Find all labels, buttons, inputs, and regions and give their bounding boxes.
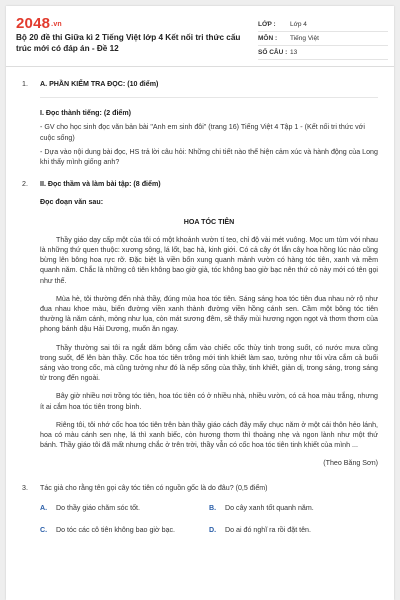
- story-paragraph: Bây giờ nhiều nơi trồng tóc tiên, hoa tóc tiên có ở nhiều nhà, nhiều vườn, có cả hoa màu trắng, nhưng ít ai cắm hoa tóc tiên trong bình.: [40, 392, 378, 411]
- option-text: Do cây xanh tốt quanh năm.: [225, 503, 314, 512]
- meta-key: SỐ CÂU :: [258, 49, 288, 56]
- answer-option-a[interactable]: [40, 503, 209, 513]
- option-letter: A.: [40, 503, 48, 512]
- story-paragraph: Riêng tôi, tôi nhớ cốc hoa tóc tiên trên bàn thầy giáo cách đây mấy chục năm ở một cái thôn hẻo lánh, hoa có màu cánh sen nhẹ, lá thì xanh biếc, còn hương thơm thì thoảng nhẹ và ngon lành như một thứ bánh. Thầy giáo tôi đã mất nhưng chắc ở trên trời, thầy vẫn có cốc hoa tóc tiên tinh khiết của mình ...: [40, 420, 378, 450]
- document-header: [6, 6, 394, 67]
- meta-row-subject: [258, 32, 388, 46]
- answer-option-c[interactable]: [40, 525, 209, 535]
- section-title: II. Đọc thầm và làm bài tập: (8 điểm): [40, 180, 161, 189]
- document-meta: [258, 18, 388, 60]
- option-text: Do ai đó nghĩ ra rồi đặt tên.: [225, 526, 311, 535]
- story-title: HOA TÓC TIÊN: [183, 217, 235, 226]
- question-body: [40, 179, 378, 468]
- story-paragraph: Mùa hè, tôi thường đến nhà thầy, đúng mùa hoa tóc tiên. Sáng sáng hoa tóc tiên đua nhau nở rộ như đua nhau khoe màu, biến đường viền xanh thành đường viền hồng cánh sen. Cầm một bông tóc tiên thường là năm cánh, mỏng như lụa, còn mát sương đêm, sẽ thấy mùi hương ngọn ngọt và thơm thơm của phong bánh dậu Hải Dương, muốn ăn ngay.: [40, 294, 378, 334]
- answer-option-d[interactable]: [209, 525, 378, 535]
- document-page: [6, 6, 394, 600]
- question-body: [40, 483, 378, 536]
- site-logo[interactable]: [16, 15, 62, 32]
- question-3: [22, 483, 378, 536]
- instruction-text: - Dựa vào nội dung bài đọc, HS trả lời câu hỏi: Những chi tiết nào thể hiện cảm xúc và hành động của Long khi thấy mình giống anh?: [40, 147, 378, 167]
- question-text: Tác giả cho rằng tên gọi cây tóc tiên có nguồn gốc là do đâu? (0,5 điểm): [40, 483, 268, 492]
- answer-options: [40, 503, 378, 535]
- option-text: Do thầy giáo chăm sóc tốt.: [56, 503, 140, 512]
- story-paragraph: Thầy giáo dạy cấp một của tôi có một khoảnh vườn tí teo, chỉ độ vài mét vuông. Mọc um tùm với nhau là những thứ quen thuộc: xương sông, lá lốt, bạc hà, kinh giới. Có cả cây ớt lắn cây hoa hồng lúc nào cũng bừng lên bông hoa rực rỡ. Đặc biệt là viền bốn xung quanh mảnh vườn có hàng tóc tiên, xanh và mềm quanh năm. Chắc là những cô tiên không bao giờ già, tóc không bao giờ bạc nên thứ cỏ này mới có tên gọi như thế.: [40, 235, 378, 285]
- question-number: 2.: [22, 180, 28, 189]
- page-title: Bộ 20 đề thi Giữa kì 2 Tiếng Việt lớp 4 Kết nối tri thức cấu trúc mới có đáp án - Đề 12: [16, 33, 241, 53]
- meta-row-question-count: [258, 46, 388, 60]
- question-2: [22, 179, 378, 468]
- option-text: Do tóc các cô tiên không bao giờ bạc.: [56, 526, 176, 535]
- meta-value: Lớp 4: [290, 21, 307, 28]
- logo-text: 2048: [16, 15, 51, 32]
- question-number: 3.: [22, 483, 28, 492]
- meta-row-class: [258, 18, 388, 32]
- meta-key: LỚP :: [258, 21, 276, 28]
- meta-value: Tiếng Việt: [290, 35, 319, 42]
- meta-value: 13: [290, 49, 298, 56]
- document-content: [22, 79, 378, 541]
- question-body: [40, 79, 378, 171]
- subsection-title: I. Đọc thành tiếng: (2 điểm): [40, 109, 132, 118]
- option-letter: B.: [209, 503, 217, 512]
- answer-option-b[interactable]: [209, 503, 378, 513]
- option-letter: C.: [40, 526, 48, 535]
- story-author: (Theo Băng Sơn): [323, 459, 378, 468]
- option-letter: D.: [209, 526, 217, 535]
- question-number: 1.: [22, 80, 28, 88]
- divider: [40, 97, 378, 98]
- logo-suffix: .vn: [51, 21, 62, 28]
- meta-key: MÔN :: [258, 35, 278, 42]
- section-title: A. PHẦN KIỂM TRA ĐỌC: (10 điểm): [40, 80, 159, 88]
- story-paragraph: Thầy thường sai tôi ra ngắt dăm bông cắm vào chiếc cốc thủy tinh trong suốt, có nước mưa cũng trong suốt, để lên bàn thầy. Cốc hoa tóc tiên trông mới tinh khiết làm sao, tưởng như tôi vừa cắm cả buổi sáng vào trong cốc, mà cũng tưởng như đó là nếp sống của thầy, tinh khiết, giản dị, trong sáng, trong sáng từ trong đến ngoài.: [40, 343, 378, 383]
- question-1: [22, 79, 378, 171]
- subsection-title: Đọc đoạn văn sau:: [40, 198, 104, 207]
- instruction-text: - GV cho học sinh đọc văn bản bài "Anh em sinh đôi" (trang 16) Tiếng Việt 4 Tập 1 - (Kết nối tri thức với cuộc sống): [40, 123, 365, 142]
